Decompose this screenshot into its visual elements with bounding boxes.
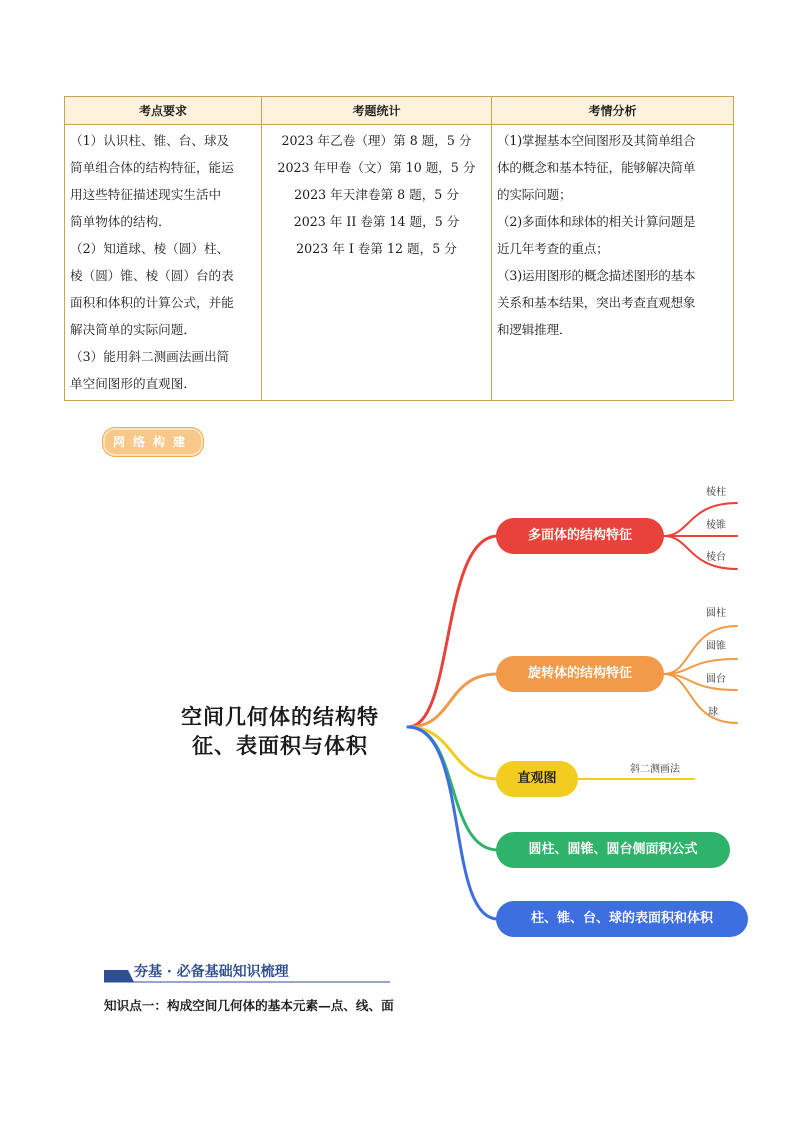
leaf-cylinder: 圆柱 [706, 608, 726, 619]
statistic-line: 2023 年天津卷第 8 题，5 分 [294, 187, 459, 202]
requirement-line: 简单物体的结构． [70, 214, 171, 229]
analysis-line: 近几年考查的重点； [497, 241, 609, 256]
header-statistics: 考题统计 [262, 97, 492, 125]
statistic-line: 2023 年 II 卷第 14 题，5 分 [293, 214, 460, 229]
header-requirements: 考点要求 [65, 97, 262, 125]
requirement-line: （2）知道球、棱（圆）柱、 [70, 241, 230, 256]
analysis-line: 和逻辑推理． [497, 322, 572, 337]
requirement-line: 简单组合体的结构特征，能运 [70, 160, 234, 175]
statistic-line: 2023 年乙卷（理）第 8 题，5 分 [281, 133, 472, 148]
leaf-oblique-projection: 斜二测画法 [630, 764, 680, 775]
requirement-line: （1）认识柱、锥、台、球及 [70, 133, 230, 148]
branch-solid-of-revolution-structure: 旋转体的结构特征 [496, 656, 664, 692]
knowledge-point-heading: 知识点一：构成空间几何体的基本元素—点、线、面 [104, 998, 394, 1013]
leaf-frustum: 棱台 [706, 552, 726, 563]
analysis-line: 体的概念和基本特征，能够解决简单 [497, 160, 696, 175]
analysis-line: （3)运用图形的概念描述图形的基本 [497, 268, 696, 283]
leaf-truncated-cone: 圆台 [706, 674, 726, 685]
leaf-link-cylinder [664, 626, 737, 674]
root-title-line1: 空间几何体的结构特 [181, 705, 379, 729]
leaf-sphere: 球 [708, 707, 718, 718]
requirement-line: 棱（圆）锥、棱（圆）台的表 [70, 268, 234, 283]
analysis-line: 关系和基本结果，突出考查直观想象 [497, 295, 696, 310]
network-section-badge: 网络构建 [103, 428, 203, 456]
branch-polyhedron-structure: 多面体的结构特征 [496, 518, 664, 554]
analysis-line: （1)掌握基本空间图形及其简单组合 [497, 133, 696, 148]
requirement-line: 单空间图形的直观图． [70, 376, 196, 391]
branch-lateral-area-formula: 圆柱、圆锥、圆台侧面积公式 [496, 832, 730, 868]
leaf-link-frustum [664, 536, 737, 569]
section-title: 夯基 · 必备基础知识梳理 [134, 964, 289, 980]
analysis-line: 的实际问题； [497, 187, 572, 202]
analysis-line: （2)多面体和球体的相关计算问题是 [497, 214, 696, 229]
requirement-line: （3）能用斜二测画法画出简 [70, 349, 230, 364]
header-analysis: 考情分析 [492, 97, 734, 125]
branch-intuitive-diagram: 直观图 [496, 761, 578, 797]
requirement-line: 用这些特征描述现实生活中 [70, 187, 222, 202]
connector-branch-4 [408, 727, 498, 850]
statistic-line: 2023 年甲卷（文）第 10 题，5 分 [277, 160, 476, 175]
leaf-pyramid: 棱锥 [706, 520, 726, 531]
leaf-link-sphere [664, 674, 737, 723]
requirement-line: 面积和体积的计算公式，并能 [70, 295, 234, 310]
leaf-link-prism [664, 503, 737, 536]
connector-branch-3 [408, 727, 498, 779]
requirement-line: 解决简单的实际问题． [70, 322, 196, 337]
leaf-cone: 圆锥 [706, 641, 726, 652]
mindmap-root-title [160, 703, 400, 761]
statistic-line: 2023 年 I 卷第 12 题，5 分 [296, 241, 457, 256]
root-title-line2: 征、表面积与体积 [192, 734, 368, 758]
leaf-prism: 棱柱 [706, 487, 726, 498]
branch-surface-area-volume: 柱、锥、台、球的表面积和体积 [496, 901, 748, 937]
